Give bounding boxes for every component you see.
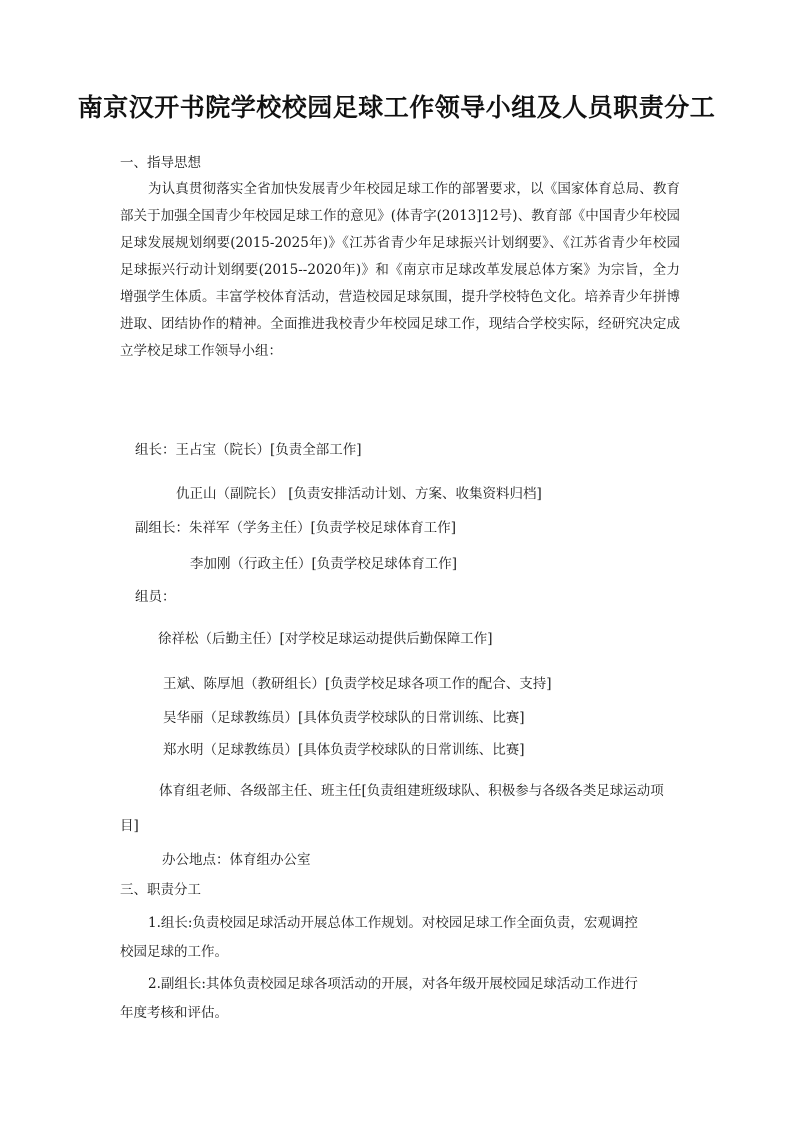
org-member-2: 王斌、陈厚旭（教研组长）[负责学校足球各项工作的配合、支持] — [163, 676, 552, 692]
org-deputy-leader-2: 李加刚（行政主任）[负责学校足球体育工作] — [190, 556, 458, 572]
responsibility-item-2-line1: 2.副组长:其体负责校园足球各项活动的开展，对各年级开展校园足球活动工作进行 — [148, 976, 638, 992]
responsibility-item-1-line1: 1.组长:负责校园足球活动开展总体工作规划。对校园足球工作全面负责，宏观调控 — [148, 915, 638, 931]
guiding-ideology-paragraph: 为认真贯彻落实全省加快发展青少年校园足球工作的部署要求，以《国家体育总局、教育部关于加强全国青少年校园足球工作的意见》(体青字(2013]12号)、教育部《中国青少年校园足球发展规划纲要(2015-2025年)》《江苏省青少年足球振兴计划纲要》、《江苏省青少年校园足球振兴行动计划纲要(2015--2020年)》和《南京市足球改革发展总体方案》为宗旨，全力增强学生体质。丰富学校体育活动，营造校园足球氛围，提升学校特色文化。培养青少年拼博进取、团结协作的精神。全面推进我校青少年校园足球工作，现结合学校实际，经研究决定成立学校足球工作领导小组： — [120, 181, 680, 359]
org-member-5-line2: 目] — [120, 818, 139, 834]
document-title: 南京汉开书院学校校园足球工作领导小组及人员职责分工 — [77, 93, 716, 122]
org-leader: 组长：王占宝（院长）[负责全部工作] — [135, 442, 362, 458]
org-member-3: 吴华丽（足球教练员）[具体负责学校球队的日常训练、比赛] — [163, 710, 525, 726]
org-leader-vice-principal: 仇正山（副院长） [负责安排活动计划、方案、收集资料归档] — [176, 486, 542, 502]
section-heading-guiding-ideology: 一、指导思想 — [120, 155, 201, 171]
responsibility-item-1-line2: 校园足球的工作。 — [120, 944, 228, 960]
org-member-1: 徐祥松（后勤主任）[对学校足球运动提供后勤保障工作] — [158, 631, 493, 647]
org-members-label: 组员： — [135, 589, 176, 605]
org-member-4: 郑水明（足球教练员）[具体负责学校球队的日常训练、比赛] — [163, 742, 525, 758]
section-heading-responsibilities: 三、职责分工 — [120, 882, 201, 898]
org-deputy-leader-1: 副组长：朱祥军（学务主任）[负责学校足球体育工作] — [135, 520, 457, 536]
office-location: 办公地点：体育组办公室 — [162, 852, 311, 868]
responsibility-item-2-line2: 年度考核和评估。 — [120, 1005, 228, 1021]
org-member-5-line1: 体育组老师、各级部主任、班主任[负责组建班级球队、积极参与各级各类足球运动项 — [159, 783, 664, 799]
